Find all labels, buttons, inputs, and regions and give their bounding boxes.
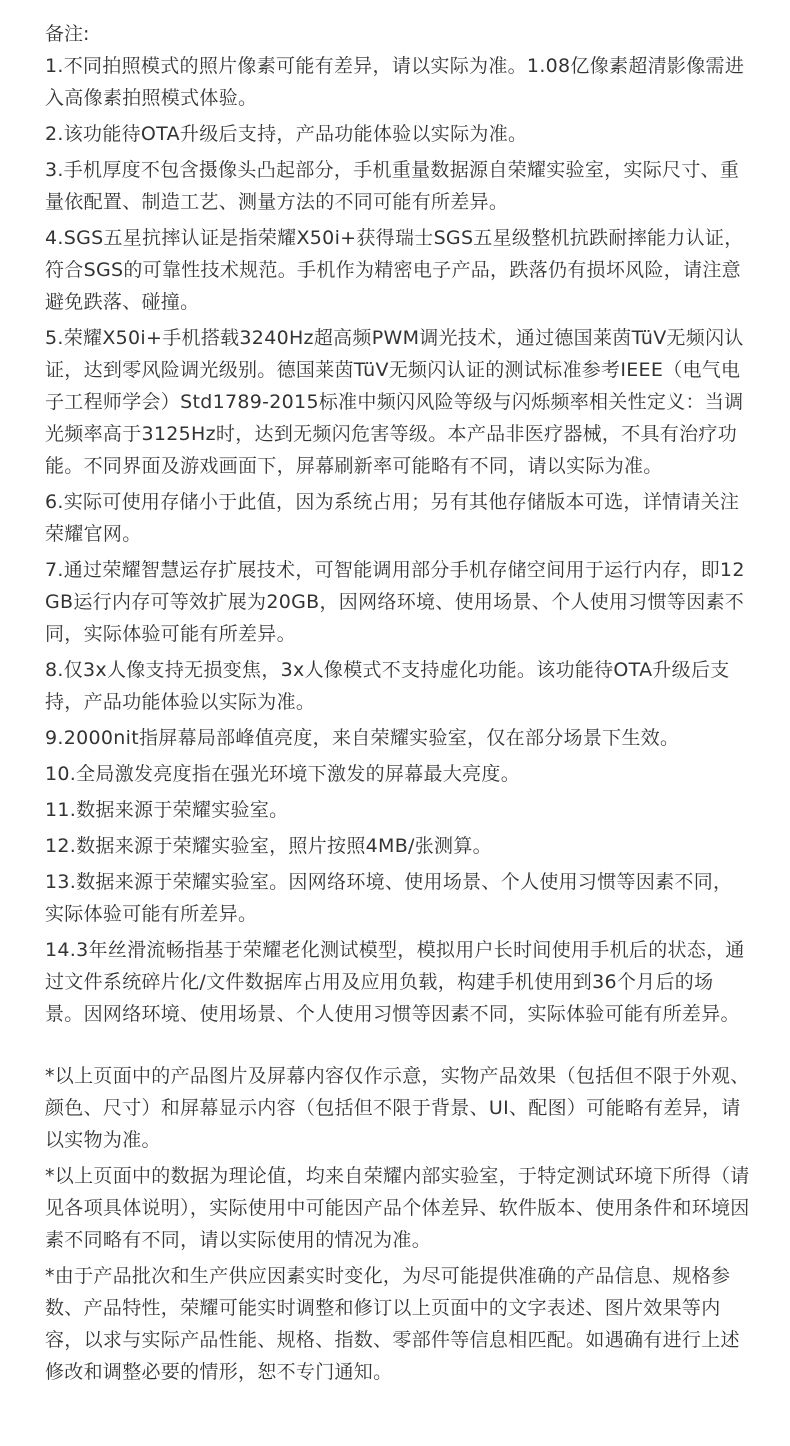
note-item-13: 13.数据来源于荣耀实验室。因网络环境、使用场景、个人使用习惯等因素不同，实际体验可能有所差异。: [45, 871, 733, 925]
note-item-3: 3.手机厚度不包含摄像头凸起部分，手机重量数据源自荣耀实验室，实际尺寸、重量依配置、制造工艺、测量方法的不同可能有所差异。: [45, 159, 740, 213]
note-item-8: 8.仅3x人像支持无损变焦，3x人像模式不支持虚化功能。该功能待OTA升级后支持，产品功能体验以实际为准。: [45, 659, 730, 713]
section-spacer: [45, 1034, 750, 1060]
note-item-6: 6.实际可使用存储小于此值，因为系统占用；另有其他存储版本可选，详情请关注荣耀官网。: [45, 491, 740, 545]
disclaimer-updates: *由于产品批次和生产供应因素实时变化，为尽可能提供准确的产品信息、规格参数、产品特性，荣耀可能实时调整和修订以上页面中的文字表述、图片效果等内容，以求与实际产品性能、规格、指数、零部件等信息相匹配。如遇确有进行上述修改和调整必要的情形，恕不专门通知。: [45, 1265, 740, 1383]
note-item-9: 9.2000nit指屏幕局部峰值亮度，来自荣耀实验室，仅在部分场景下生效。: [45, 727, 680, 749]
note-item-1: 1.不同拍照模式的照片像素可能有差异，请以实际为准。1.08亿像素超清影像需进入高像素拍照模式体验。: [45, 55, 745, 109]
note-item-10: 10.全局激发亮度指在强光环境下激发的屏幕最大亮度。: [45, 763, 521, 785]
note-item-5: 5.荣耀X50i+手机搭载3240Hz超高频PWM调光技术，通过德国莱茵TüV无频闪认证，达到零风险调光级别。德国莱茵TüV无频闪认证的测试标准参考IEEE（电气电子工程师学会）Std1789-2015标准中频闪风险等级与闪烁频率相关性定义：当调光频率高于3125Hz时，达到无频闪危害等级。本产品非医疗器械，不具有治疗功能。不同界面及游戏画面下，屏幕刷新率可能略有不同，请以实际为准。: [45, 327, 744, 477]
notes-heading: 备注:: [45, 23, 90, 45]
note-item-11: 11.数据来源于荣耀实验室。: [45, 799, 289, 821]
note-item-4: 4.SGS五星抗摔认证是指荣耀X50i+获得瑞士SGS五星级整机抗跌耐摔能力认证，符合SGS的可靠性技术规范。手机作为精密电子产品，跌落仍有损坏风险，请注意避免跌落、碰撞。: [45, 227, 744, 313]
notes-page: [45, 18, 750, 1392]
note-item-12: 12.数据来源于荣耀实验室，照片按照4MB/张测算。: [45, 835, 492, 857]
note-item-7: 7.通过荣耀智慧运存扩展技术，可智能调用部分手机存储空间用于运行内存，即12GB运行内存可等效扩展为20GB，因网络环境、使用场景、个人使用习惯等因素不同，实际体验可能有所差异。: [45, 559, 745, 645]
disclaimer-data: *以上页面中的数据为理论值，均来自荣耀内部实验室，于特定测试环境下所得（请见各项具体说明），实际使用中可能因产品个体差异、软件版本、使用条件和环境因素不同略有不同，请以实际使用的情况为准。: [45, 1165, 750, 1251]
disclaimer-images: *以上页面中的产品图片及屏幕内容仅作示意，实物产品效果（包括但不限于外观、颜色、尺寸）和屏幕显示内容（包括但不限于背景、UI、配图）可能略有差异，请以实物为准。: [45, 1065, 750, 1151]
note-item-2: 2.该功能待OTA升级后支持，产品功能体验以实际为准。: [45, 123, 528, 145]
note-item-14: 14.3年丝滑流畅指基于荣耀老化测试模型，模拟用户长时间使用手机后的状态，通过文件系统碎片化/文件数据库占用及应用负载，构建手机使用到36个月后的场景。因网络环境、使用场景、个人使用习惯等因素不同，实际体验可能有所差异。: [45, 939, 745, 1025]
